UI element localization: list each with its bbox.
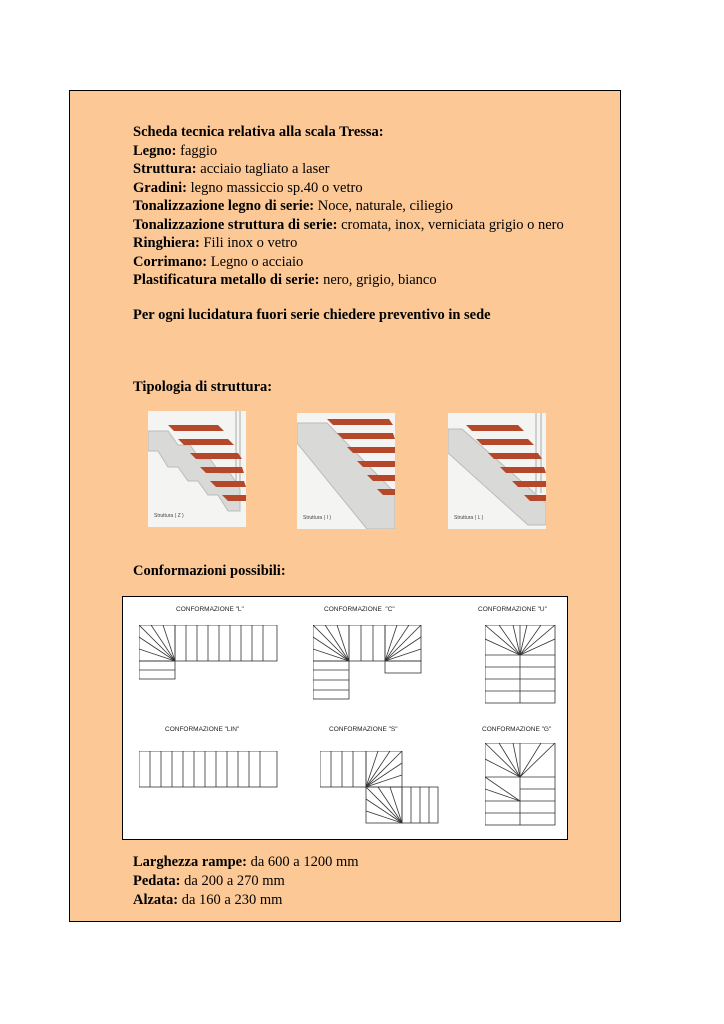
plan-c — [313, 625, 423, 701]
spec-row: Ringhiera: Fili inox o vetro — [133, 235, 298, 251]
conformations-heading: Conformazioni possibili: — [133, 563, 286, 579]
finish-note: Per ogni lucidatura fuori serie chiedere preventivo in sede — [133, 307, 491, 323]
spec-row: Corrimano: Legno o acciaio — [133, 253, 304, 270]
plan-s — [320, 751, 440, 825]
spec-row: Plastificatura metallo di serie: nero, grigio, bianco — [133, 272, 437, 288]
plan-lin — [139, 751, 279, 789]
photo-caption: Struttura ( Z ) — [154, 513, 184, 519]
plan-g — [485, 743, 557, 827]
dimension-row: Alzata: da 160 a 230 mm — [133, 892, 283, 908]
plan-l — [139, 625, 279, 681]
dimension-row: Larghezza rampe: da 600 a 1200 mm — [133, 854, 359, 870]
conformation-label: CONFORMAZIONE "S" — [329, 726, 398, 733]
spec-row: Struttura: acciaio tagliato a laser — [133, 161, 330, 177]
spec-row: Legno: faggio — [133, 142, 218, 159]
structure-photo-l — [448, 413, 546, 529]
structure-photo-i — [297, 413, 395, 529]
conformation-label: CONFORMAZIONE "LIN" — [165, 726, 240, 733]
spec-row: Gradini: legno massiccio sp.40 o vetro — [133, 179, 363, 196]
spec-sheet — [69, 90, 621, 922]
dimension-row: Pedata: da 200 a 270 mm — [133, 873, 285, 889]
structure-photo-z — [148, 411, 246, 527]
conformation-label: CONFORMAZIONE "U" — [478, 606, 547, 613]
photo-caption: Struttura ( L ) — [454, 515, 484, 521]
spec-row: Tonalizzazione legno di serie: Noce, naturale, ciliegio — [133, 198, 454, 214]
photo-caption: Struttura ( I ) — [303, 515, 332, 521]
conformation-label: CONFORMAZIONE "C" — [324, 606, 395, 613]
spec-title: Scheda tecnica relativa alla scala Tressa: — [133, 124, 384, 140]
spec-row: Tonalizzazione struttura di serie: cromata, inox, verniciata grigio o nero — [133, 216, 564, 233]
conformation-label: CONFORMAZIONE "L" — [176, 606, 244, 613]
structure-heading: Tipologia di struttura: — [133, 379, 273, 395]
conformations-diagram — [122, 596, 568, 840]
plan-u — [485, 625, 557, 705]
conformation-label: CONFORMAZIONE "G" — [482, 726, 552, 733]
